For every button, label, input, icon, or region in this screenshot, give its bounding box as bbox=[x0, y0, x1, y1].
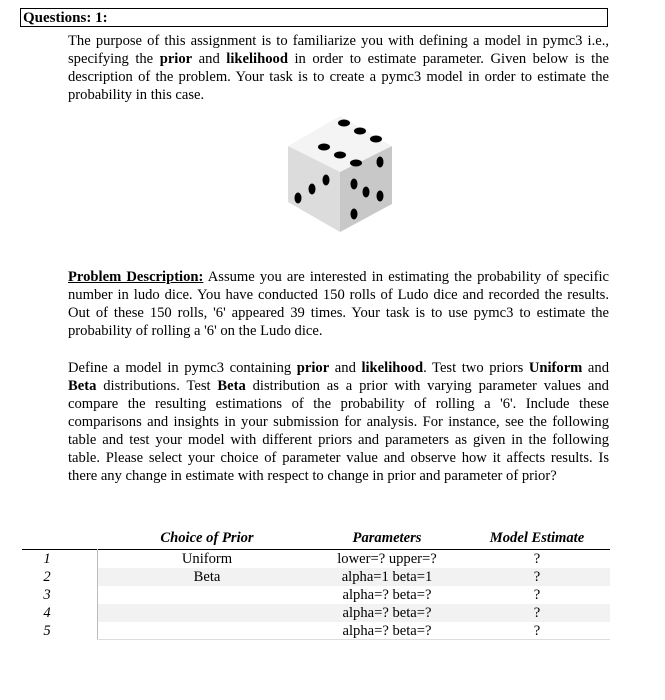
define-bold-3: Uniform bbox=[528, 360, 583, 376]
question-header bbox=[20, 8, 608, 27]
table-row bbox=[22, 550, 610, 568]
row-index: 1 bbox=[43, 551, 51, 567]
define-paragraph bbox=[68, 359, 609, 485]
define-text-1: Define a model in pymc3 containing bbox=[68, 360, 297, 376]
define-bold-1: prior bbox=[296, 360, 330, 376]
dice-image bbox=[284, 114, 396, 234]
intro-text-3: in order to estimate parameter. Given below is the description of the problem. Your task is to create a pymc3 model in order to estimate the probability in this case. bbox=[68, 51, 609, 103]
define-text-5: distributions. Test bbox=[96, 378, 218, 394]
row-index: 3 bbox=[43, 587, 51, 603]
header-params: Parameters bbox=[352, 530, 422, 546]
row-params: alpha=1 beta=1 bbox=[341, 569, 433, 585]
table-row bbox=[22, 568, 610, 586]
define-text-6: distribution as a prior with varying parameter values and compare the resulting estimations of the probability of rolling a '6'. Include these comparisons and insights in your submission for analysis. For instance, see the following table and test your model with different priors and parameters as given in the following table. Please select your choice of parameter value and observe how it affects results. Is there any change in estimate with respect to change in prior and parameter of prior? bbox=[68, 378, 609, 484]
row-params: alpha=? beta=? bbox=[342, 605, 432, 621]
define-text-3: . Test two priors bbox=[423, 360, 529, 376]
problem-label: Problem Description: bbox=[68, 269, 204, 285]
intro-bold-likelihood: likelihood bbox=[226, 51, 288, 67]
row-prior: Uniform bbox=[181, 551, 233, 567]
table-row bbox=[22, 586, 610, 604]
intro-bold-prior: prior bbox=[159, 51, 193, 67]
define-bold-5: Beta bbox=[217, 378, 246, 394]
row-params: alpha=? beta=? bbox=[342, 587, 432, 603]
define-text-2: and bbox=[329, 360, 362, 376]
row-index: 2 bbox=[43, 569, 51, 585]
row-params: alpha=? beta=? bbox=[342, 623, 432, 639]
row-estimate: ? bbox=[533, 623, 541, 639]
row-estimate: ? bbox=[533, 551, 541, 567]
row-index: 5 bbox=[43, 623, 51, 639]
table-index-divider bbox=[97, 549, 98, 640]
row-estimate: ? bbox=[533, 569, 541, 585]
intro-text-1: The purpose of this assignment is to familiarize you with defining a model in pymc3 i.e., specifying the bbox=[68, 33, 609, 67]
row-index: 4 bbox=[43, 605, 51, 621]
define-text-4: and bbox=[582, 360, 609, 376]
row-params: lower=? upper=? bbox=[337, 551, 437, 567]
row-estimate: ? bbox=[533, 605, 541, 621]
row-estimate: ? bbox=[533, 587, 541, 603]
table-header bbox=[22, 530, 610, 548]
problem-paragraph bbox=[68, 268, 609, 340]
intro-text-2: and bbox=[192, 51, 227, 67]
question-title: Questions: 1: bbox=[23, 10, 108, 26]
table-row bbox=[22, 622, 610, 640]
header-prior: Choice of Prior bbox=[160, 530, 254, 546]
problem-text: Assume you are interested in estimating the probability of specific number in ludo dice. You have conducted 150 rolls of Ludo dice and recorded the results. Out of these 150 rolls, '6' appeared 39 times. Your task is to use pymc3 to estimate the probability of rolling a '6' on the Ludo dice. bbox=[68, 269, 609, 339]
intro-paragraph bbox=[68, 32, 609, 104]
define-bold-4: Beta bbox=[68, 378, 97, 394]
define-bold-2: likelihood bbox=[361, 360, 424, 376]
header-estimate: Model Estimate bbox=[489, 530, 585, 546]
row-prior: Beta bbox=[193, 569, 221, 585]
table-row bbox=[22, 604, 610, 622]
table-bottom-rule bbox=[97, 639, 610, 640]
